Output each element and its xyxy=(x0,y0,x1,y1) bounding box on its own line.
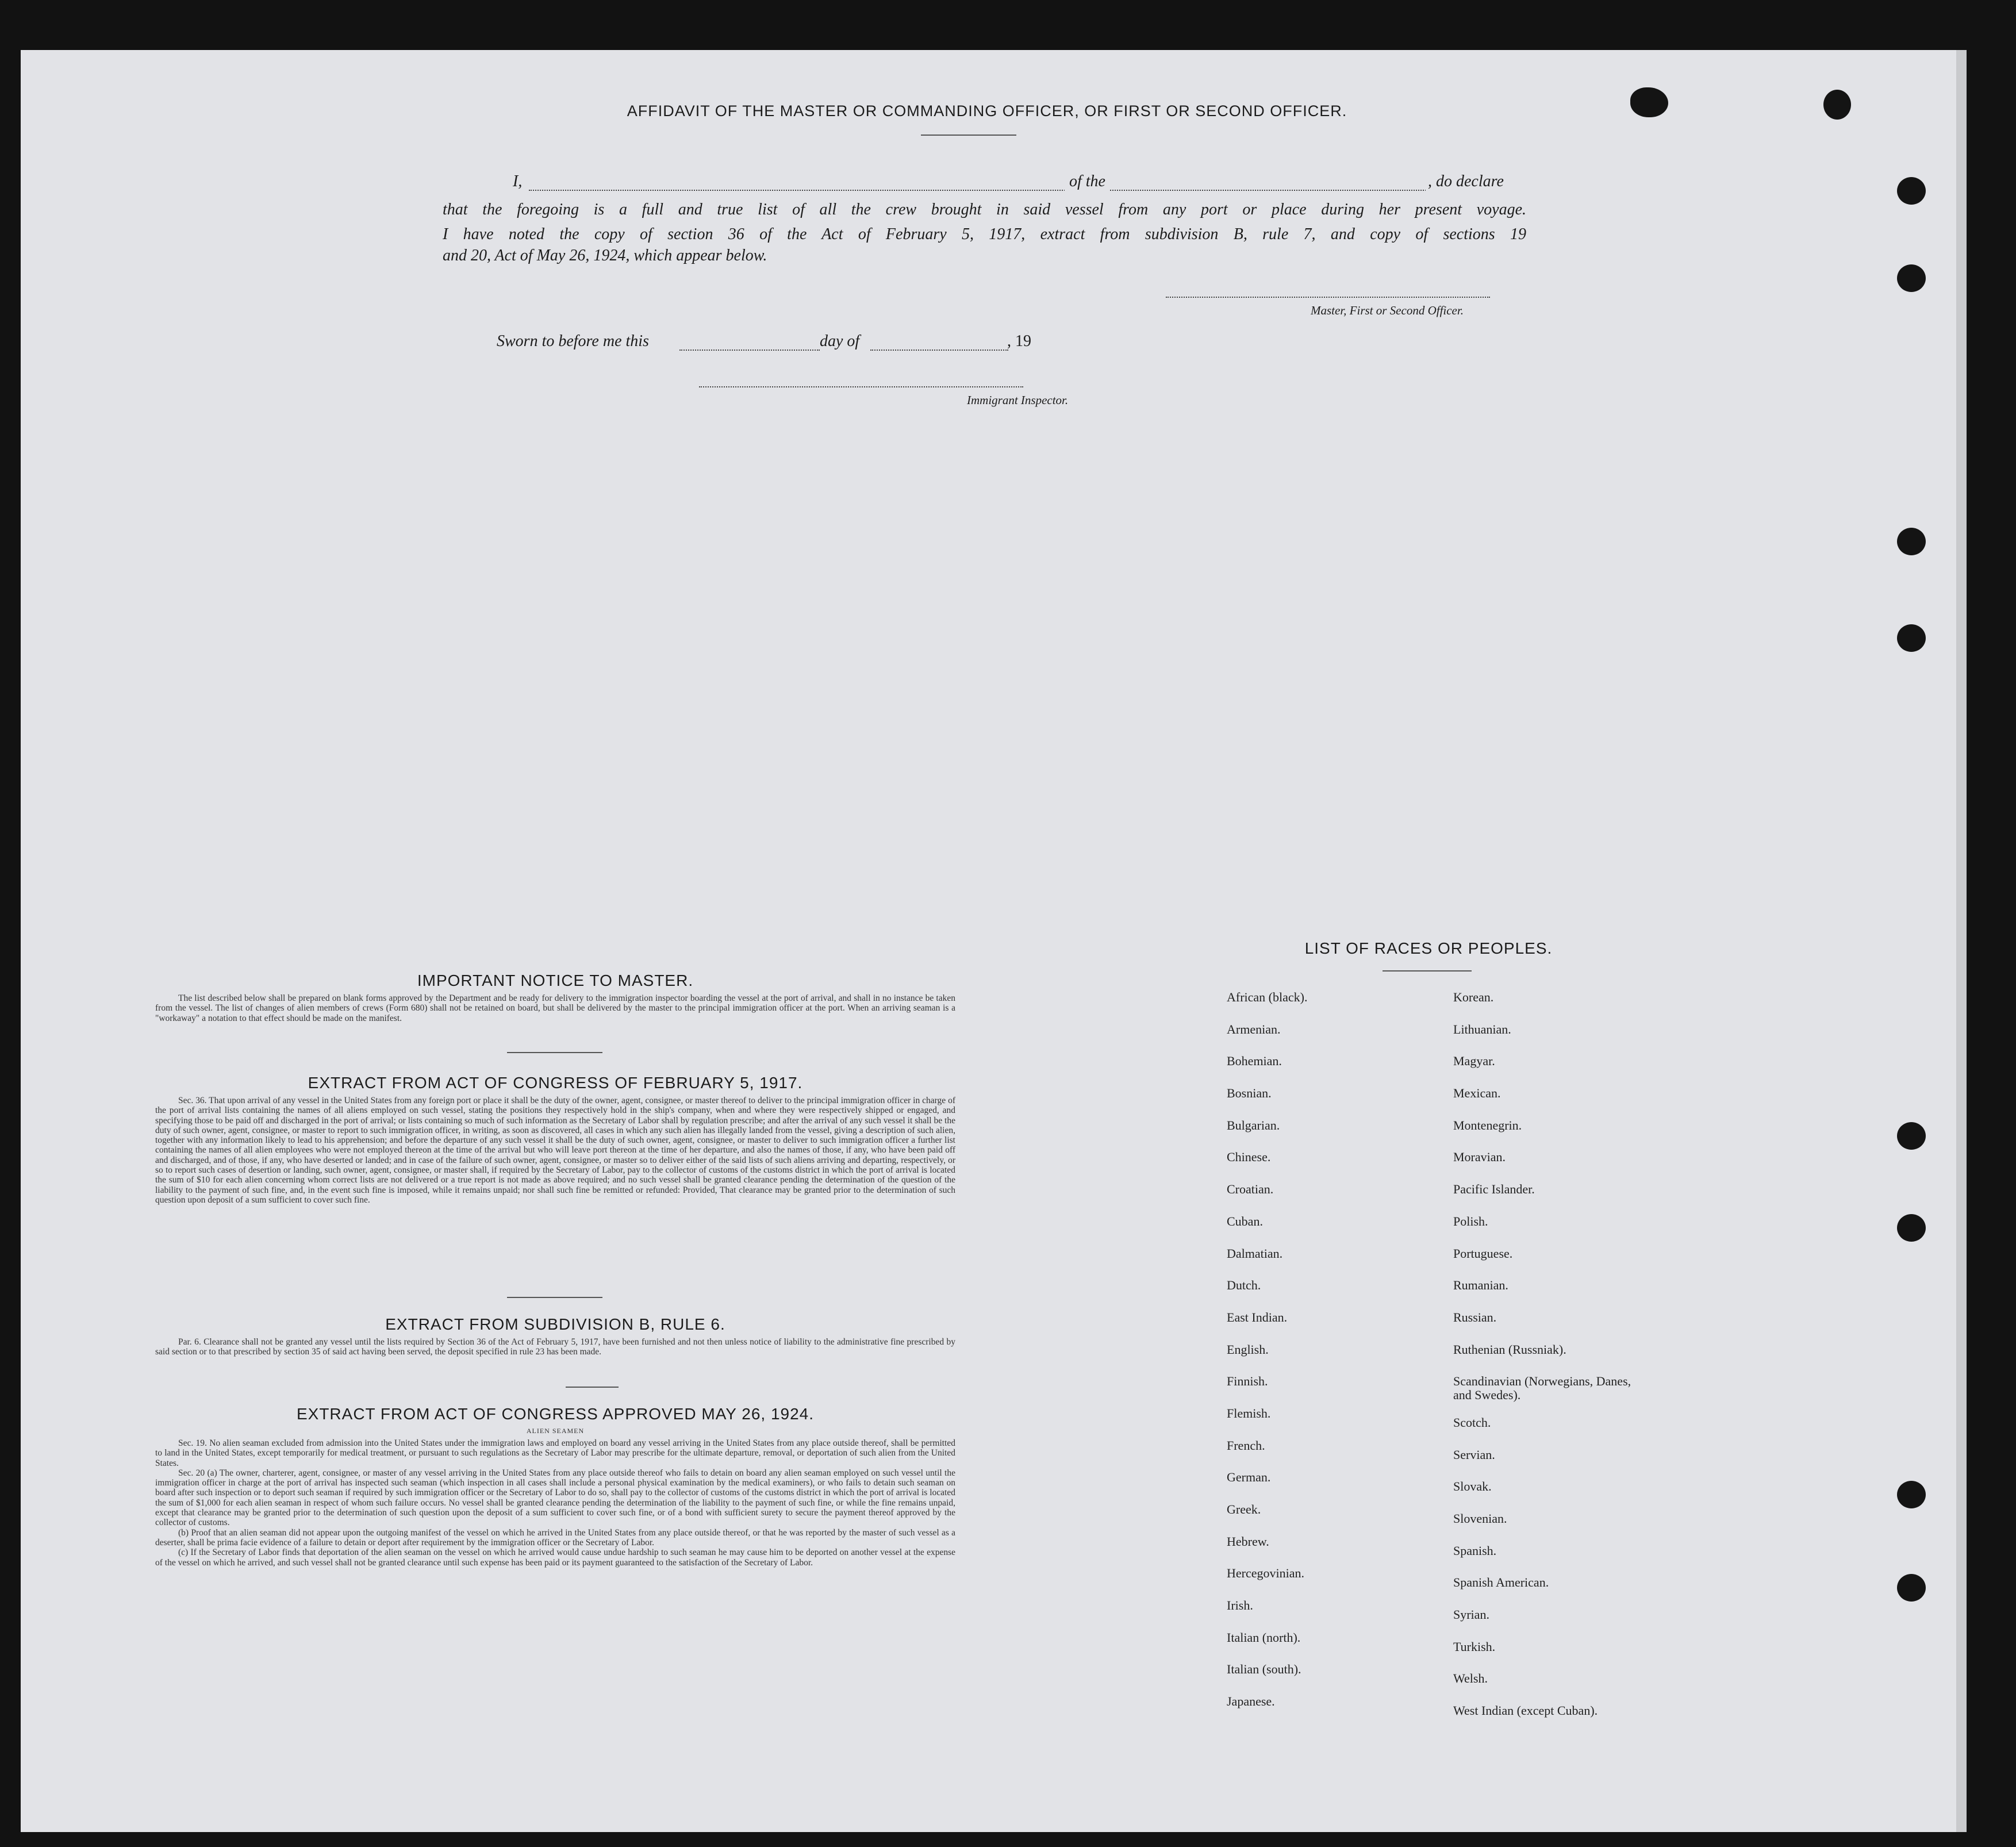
race-item: Ruthenian (Russniak). xyxy=(1453,1342,1566,1357)
master-signature-line[interactable] xyxy=(1166,297,1490,298)
race-item: Montenegrin. xyxy=(1453,1118,1522,1132)
inspector-signature-line[interactable] xyxy=(699,386,1023,387)
affidavit-title: AFFIDAVIT OF THE MASTER OR COMMANDING OFFICER, OR FIRST OR SECOND OFFICER. xyxy=(627,102,1347,120)
extract-1924-title: EXTRACT FROM ACT OF CONGRESS APPROVED MAY 26, 1924. xyxy=(296,1405,815,1423)
race-item: English. xyxy=(1227,1342,1269,1357)
race-item: Welsh. xyxy=(1453,1671,1488,1686)
extract-1917-body xyxy=(155,1096,955,1205)
race-item: Chinese. xyxy=(1227,1150,1271,1165)
punch-hole xyxy=(1897,264,1926,292)
race-item: Hebrew. xyxy=(1227,1534,1269,1549)
race-item: Servian. xyxy=(1453,1447,1495,1462)
declarant-declare: , do declare xyxy=(1426,172,1504,191)
sworn-year: , 19 xyxy=(1007,332,1031,350)
race-item: East Indian. xyxy=(1227,1310,1288,1324)
race-item: Polish. xyxy=(1453,1214,1488,1228)
title-underline xyxy=(921,135,1016,136)
extract-1917-title: EXTRACT FROM ACT OF CONGRESS OF FEBRUARY 5, 1917. xyxy=(308,1074,803,1092)
race-item: German. xyxy=(1227,1470,1271,1485)
races-title: LIST OF RACES OR PEOPLES. xyxy=(1304,939,1553,957)
race-item: Syrian. xyxy=(1453,1607,1489,1622)
race-item: Bosnian. xyxy=(1227,1086,1272,1101)
race-item: Turkish. xyxy=(1453,1639,1496,1654)
race-item: Croatian. xyxy=(1227,1182,1274,1197)
race-item: French. xyxy=(1227,1438,1265,1453)
race-item: Russian. xyxy=(1453,1310,1497,1324)
race-item: Greek. xyxy=(1227,1502,1261,1516)
race-item: Irish. xyxy=(1227,1598,1253,1613)
race-item: Spanish American. xyxy=(1453,1575,1549,1590)
race-item: Moravian. xyxy=(1453,1150,1506,1165)
notice-paragraph: The list described below shall be prepared on blank forms approved by the Department and be ready for delivery to the immigration inspector boarding the vessel at the port of arrival, and shall in no instance be taken from the vessel. The list of changes of alien members of crews (Form 680) shall not be retained on board, but shall be delivered by the master to the principal immigration officer at the port. When an arriving seaman is a "workaway" a notation to that effect should be made on the manifest. xyxy=(155,993,955,1023)
punch-hole xyxy=(1897,528,1926,555)
race-item: Magyar. xyxy=(1453,1054,1495,1069)
section-divider xyxy=(507,1297,602,1298)
sworn-line xyxy=(497,332,1129,355)
section-divider xyxy=(507,1052,602,1053)
declarant-prefix: I, xyxy=(513,172,523,190)
race-item: Slovak. xyxy=(1453,1479,1492,1494)
race-item: Spanish. xyxy=(1453,1543,1497,1558)
race-item: African (black). xyxy=(1227,990,1308,1004)
race-item: Japanese. xyxy=(1227,1694,1275,1709)
notice-body xyxy=(155,993,955,1023)
notice-title: IMPORTANT NOTICE TO MASTER. xyxy=(417,972,694,989)
race-item: Portuguese. xyxy=(1453,1246,1513,1261)
punch-hole xyxy=(1897,1214,1926,1242)
sec-19-paragraph: Sec. 19. No alien seaman excluded from admission into the United States under the immigration laws and employed on board any vessel arriving in the United States from any place outside thereof, shall be permitted to land in the United States, except temporarily for medical treatment, or pursuant to such regulations as the Secretary of Labor may prescribe for the ultimate departure, removal, or deportation of such alien from the United States. xyxy=(155,1438,955,1468)
race-item: Flemish. xyxy=(1227,1406,1271,1420)
punch-hole xyxy=(1630,87,1668,117)
races-column-1 xyxy=(1227,981,1307,1718)
par-6-paragraph: Par. 6. Clearance shall not be granted any vessel until the lists required by Section 36 of the Act of February 5, 1917, have been furnished and not then unless notice of liability to the administrative fine prescribed by said section or to that prescribed by section 35 of said act having been served, the deposit specified in rule 23 has been made. xyxy=(155,1337,955,1357)
extract-rule6-body xyxy=(155,1337,955,1357)
punch-hole xyxy=(1897,624,1926,652)
section-divider xyxy=(566,1387,619,1388)
race-item: Scandinavian (Norwegians, Danes, and Swedes). xyxy=(1453,1374,1631,1403)
sworn-prefix: Sworn to before me this xyxy=(497,332,649,350)
punch-hole xyxy=(1823,90,1851,120)
race-item: Lithuanian. xyxy=(1453,1022,1511,1036)
declaration-line-4: and 20, Act of May 26, 1924, which appear below. xyxy=(443,247,767,264)
race-item: Dalmatian. xyxy=(1227,1246,1283,1261)
race-item: Italian (south). xyxy=(1227,1662,1301,1677)
race-item: Armenian. xyxy=(1227,1022,1281,1036)
sworn-day-of: day of xyxy=(820,332,860,350)
master-signature-caption: Master, First or Second Officer. xyxy=(1311,304,1464,317)
race-item: Hercegovinian. xyxy=(1227,1566,1304,1581)
declarant-of-the: of the xyxy=(1065,172,1110,191)
inspector-caption: Immigrant Inspector. xyxy=(967,393,1069,407)
punch-hole xyxy=(1897,1574,1926,1602)
punch-hole xyxy=(1897,1122,1926,1150)
sec-20b-paragraph: (b) Proof that an alien seaman did not appear upon the outgoing manifest of the vessel on which he arrived in the United States from any place outside thereof, or that he was reported by the master of such vessel as a deserter, shall be prima facie evidence of a failure to detain or deport after requirement by the immigration officer or the Secretary of Labor. xyxy=(155,1527,955,1548)
sworn-month-blank[interactable] xyxy=(870,350,1008,351)
race-item: Mexican. xyxy=(1453,1086,1501,1101)
punch-hole xyxy=(1897,1481,1926,1508)
race-item: Cuban. xyxy=(1227,1214,1263,1228)
extract-rule6-title: EXTRACT FROM SUBDIVISION B, RULE 6. xyxy=(385,1315,725,1333)
declaration-line-2: that the foregoing is a full and true list of all the crew brought in said vessel from any port or place during her present voyage. xyxy=(443,201,1526,218)
name-blank[interactable] xyxy=(529,190,1495,191)
page-edge xyxy=(1956,50,1967,1832)
declaration-line-1 xyxy=(443,172,1526,195)
races-column-2 xyxy=(1453,981,1643,1736)
race-item: Pacific Islander. xyxy=(1453,1182,1535,1197)
races-title-underline xyxy=(1383,970,1472,972)
race-item: Finnish. xyxy=(1227,1374,1268,1389)
declaration-line-3: I have noted the copy of section 36 of the Act of February 5, 1917, extract from subdivision B, rule 7, and copy of sections 19 xyxy=(443,225,1526,243)
sec-36-paragraph: Sec. 36. That upon arrival of any vessel in the United States from any foreign port or place it shall be the duty of the owner, agent, consignee, or master thereof to deliver to the principal immigration officer in charge of the port of arrival lists containing the names of all aliens employed on such vessel, stating the positions they respectively hold in the ship's company, when and where they were respectively shipped or engaged, and specifying those to be paid off and discharged in the port of arrival; or lists containing so much of such information as the Secretary of Labor shall by regulation prescribe; and after the arrival of any such vessel it shall be the duty of such owner, agent, consignee, or master to report to such immigration officer, in writing, as soon as discovered, all cases in which any such alien has illegally landed from the vessel, giving a description of such alien, together with any information likely to lead to his apprehension; and before the departure of any such vessel it shall be the duty of such owner, agent, consignee, or master to deliver to such immigration officer a further list containing the names of all alien employees who were not employed thereon at the time of the arrival but who will leave port thereon at the time of her departure, and also the names of those, if any, who have been paid off and discharged, and of those, if any, who have deserted or landed; and in case of the failure of such owner, agent, consignee, or master so to deliver either of the said lists of such aliens arriving and departing, respectively, or so to report such cases of desertion or landing, such owner, agent, consignee, or master shall, if required by the Secretary of Labor, pay to the collector of customs of the customs district in which the port of arrival is located the sum of $10 for each alien concerning whom correct lists are not delivered or a true report is not made as above required; and no such vessel shall be granted clearance pending the determination of the question of the liability to the payment of such fine, and, in the event such fine is imposed, while it remains unpaid; nor shall such fine be remitted or refunded: Provided, That clearance may be granted prior to the determination of such question upon deposit of a sum sufficient to cover such fine. xyxy=(155,1096,955,1205)
sec-20c-paragraph: (c) If the Secretary of Labor finds that deportation of the alien seaman on the vessel on which he arrived would cause undue hardship to such seaman he may cause him to be deported on another vessel at the expense of the vessel on which he arrived, and such vessel shall not be granted clearance until such expense has been paid or its payment guaranteed to the satisfaction of the Secretary of Labor. xyxy=(155,1548,955,1568)
race-item: Italian (north). xyxy=(1227,1630,1301,1645)
race-item: Dutch. xyxy=(1227,1278,1261,1293)
race-item: Rumanian. xyxy=(1453,1278,1508,1293)
punch-hole xyxy=(1897,177,1926,205)
alien-seamen-subtitle: ALIEN SEAMEN xyxy=(526,1427,585,1435)
sec-20a-paragraph: Sec. 20 (a) The owner, charterer, agent, consignee, or master of any vessel arriving in the United States from any place outside thereof who fails to detain on board any alien seaman employed on such vessel until the immigration officer in charge at the port of arrival has inspected such seaman (which inspection in all cases shall include a personal physical examination by the medical examiners), or who fails to detain such seaman on board after such inspection or to deport such seaman if required by such immigration officer or the Secretary of Labor to do so, shall pay to the collector of customs of the customs district in which the port of arrival is located the sum of $1,000 for each alien seaman in respect of whom such failure occurs. No vessel shall be granted clearance pending the determination of the liability to the payment of such fine, or while the fine remains unpaid, except that clearance may be granted prior to the determination of such question upon the deposit of a sum sufficient to cover such fine, or of a bond with sufficient surety to secure the payment thereof approved by the collector of customs. xyxy=(155,1468,955,1528)
race-item: Bohemian. xyxy=(1227,1054,1282,1069)
race-item: Bulgarian. xyxy=(1227,1118,1280,1132)
extract-1924-body xyxy=(155,1438,955,1568)
sworn-day-blank[interactable] xyxy=(679,350,820,351)
race-item: Slovenian. xyxy=(1453,1511,1507,1526)
race-item: West Indian (except Cuban). xyxy=(1453,1703,1598,1718)
race-item: Scotch. xyxy=(1453,1415,1491,1430)
race-item: Korean. xyxy=(1453,990,1494,1004)
